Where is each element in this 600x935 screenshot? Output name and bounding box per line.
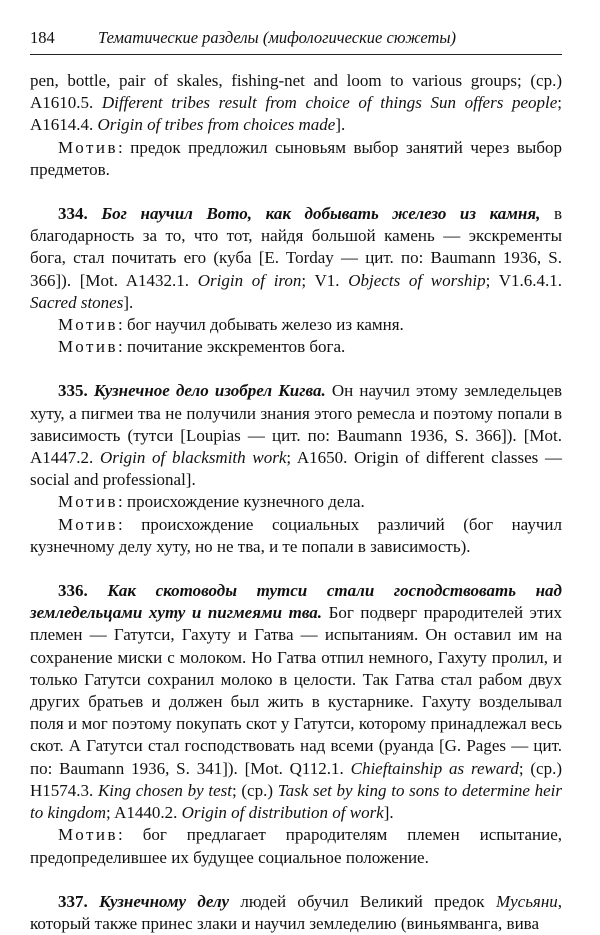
motif-line: Мотив: почитание экскрементов бога. bbox=[58, 337, 346, 357]
entry-number: 334. bbox=[58, 204, 88, 224]
entry-335 bbox=[30, 380, 562, 558]
entry-336 bbox=[30, 580, 562, 869]
motif-line: Мотив: бог предлагает прародителям племен испытание, предопределившее их будущее социальное положение. bbox=[30, 825, 562, 867]
entry-text: 334. Бог научил Вото, как добывать железо из камня, в благодарность за то, что тот, найдя большой камень — экскременты бога, стал почитать его (куба [E. Torday — цит. по: Baumann 1936, S. 366]). [Mot. A1432.1. Origin of iron; V1. Objects of worship; V1.6.4.1. Sacred stones]. bbox=[30, 204, 563, 312]
page-body bbox=[30, 70, 562, 935]
entry-number: 335. bbox=[58, 381, 88, 401]
motif-label: Мотив bbox=[58, 137, 119, 157]
motif-label: Мотив bbox=[58, 825, 119, 845]
running-title: Тематические разделы (мифологические сюжеты) bbox=[98, 28, 457, 47]
entry-337 bbox=[30, 891, 562, 935]
motif-label: Мотив bbox=[58, 492, 119, 512]
motif-line: Мотив: бог научил добывать железо из камня. bbox=[58, 315, 404, 335]
entry-title: Кузнечному делу bbox=[99, 891, 230, 911]
entry-text: 337. Кузнечному делу людей обучил Великий предок Мусьяни, который также принес злаки и научил земледелию (виньямванга, вива bbox=[30, 891, 563, 933]
motif-line: Мотив: происхождение кузнечного дела. bbox=[58, 492, 365, 512]
entry-text: 336. Как скотоводы тутси стали господствовать над земледельцами хуту и пигмеями тва. Бог подверг прародителей этих племен — Гатутси, Гахуту и Гатва — испытаниям. Он оставил им на сохранение миски с молоком. Но Гатва отпил немного, Гахуту пролил, и только Гатутси сохранил молоко в целости. Так Гатва стал рабом двух других братьев и должен был жить в кустарнике. Гахуту возделывал поля и мог поэтому покупать скот у Гатутси, которому принадлежал весь скот. А Гатутси стал господствовать над всеми (руанда [G. Pages — цит. по: Baumann 1936, S. 341]). [Mot. Q112.1. Chieftainship as reward; (cp.) H1574.3. King chosen by test; (cp.) Task set by king to sons to determine heir to kingdom; A1440.2. Origin of distribution of work]. bbox=[30, 581, 563, 823]
page-number: 184 bbox=[30, 28, 55, 47]
continuation-paragraph: pen, bottle, pair of skales, fishing-net and loom to various groups; (cp.) A1610.5. Different tribes result from choice of things Sun offers people; A1614.4. Origin of tribes from choices made]. bbox=[30, 71, 562, 135]
motif-line: Мотив: предок предложил сыновьям выбор занятий через выбор предметов. bbox=[30, 137, 562, 179]
entry-text: 335. Кузнечное дело изобрел Кигва. Он научил этому земледельцев хуту, а пигмеи тва не получили знания этого ремесла и поэтому попали в зависимость (тутси [Loupias — цит. по: Baumann 1936, S. 366]). [Mot. A1447.2. Origin of blacksmith work; A1650. Origin of different classes — social and professional]. bbox=[30, 381, 562, 490]
motif-label: Мотив bbox=[58, 514, 119, 534]
entry-number: 336. bbox=[58, 581, 88, 601]
motif-label: Мотив bbox=[58, 337, 119, 357]
motif-line: Мотив: происхождение социальных различий (бог научил кузнечному делу хуту, но не тва, и те попали в зависимость). bbox=[30, 514, 562, 556]
entry-title: Как скотоводы тутси стали господствовать над земледельцами хуту и пигмеями тва. bbox=[30, 581, 562, 623]
motif-label: Мотив bbox=[58, 315, 119, 335]
entry-title: Кузнечное дело изобрел Кигва. bbox=[93, 381, 326, 401]
running-header bbox=[30, 26, 562, 55]
entry-number: 337. bbox=[58, 891, 88, 911]
entry-title: Бог научил Вото, как добывать железо из камня, bbox=[101, 204, 541, 224]
entry-334 bbox=[30, 203, 562, 358]
